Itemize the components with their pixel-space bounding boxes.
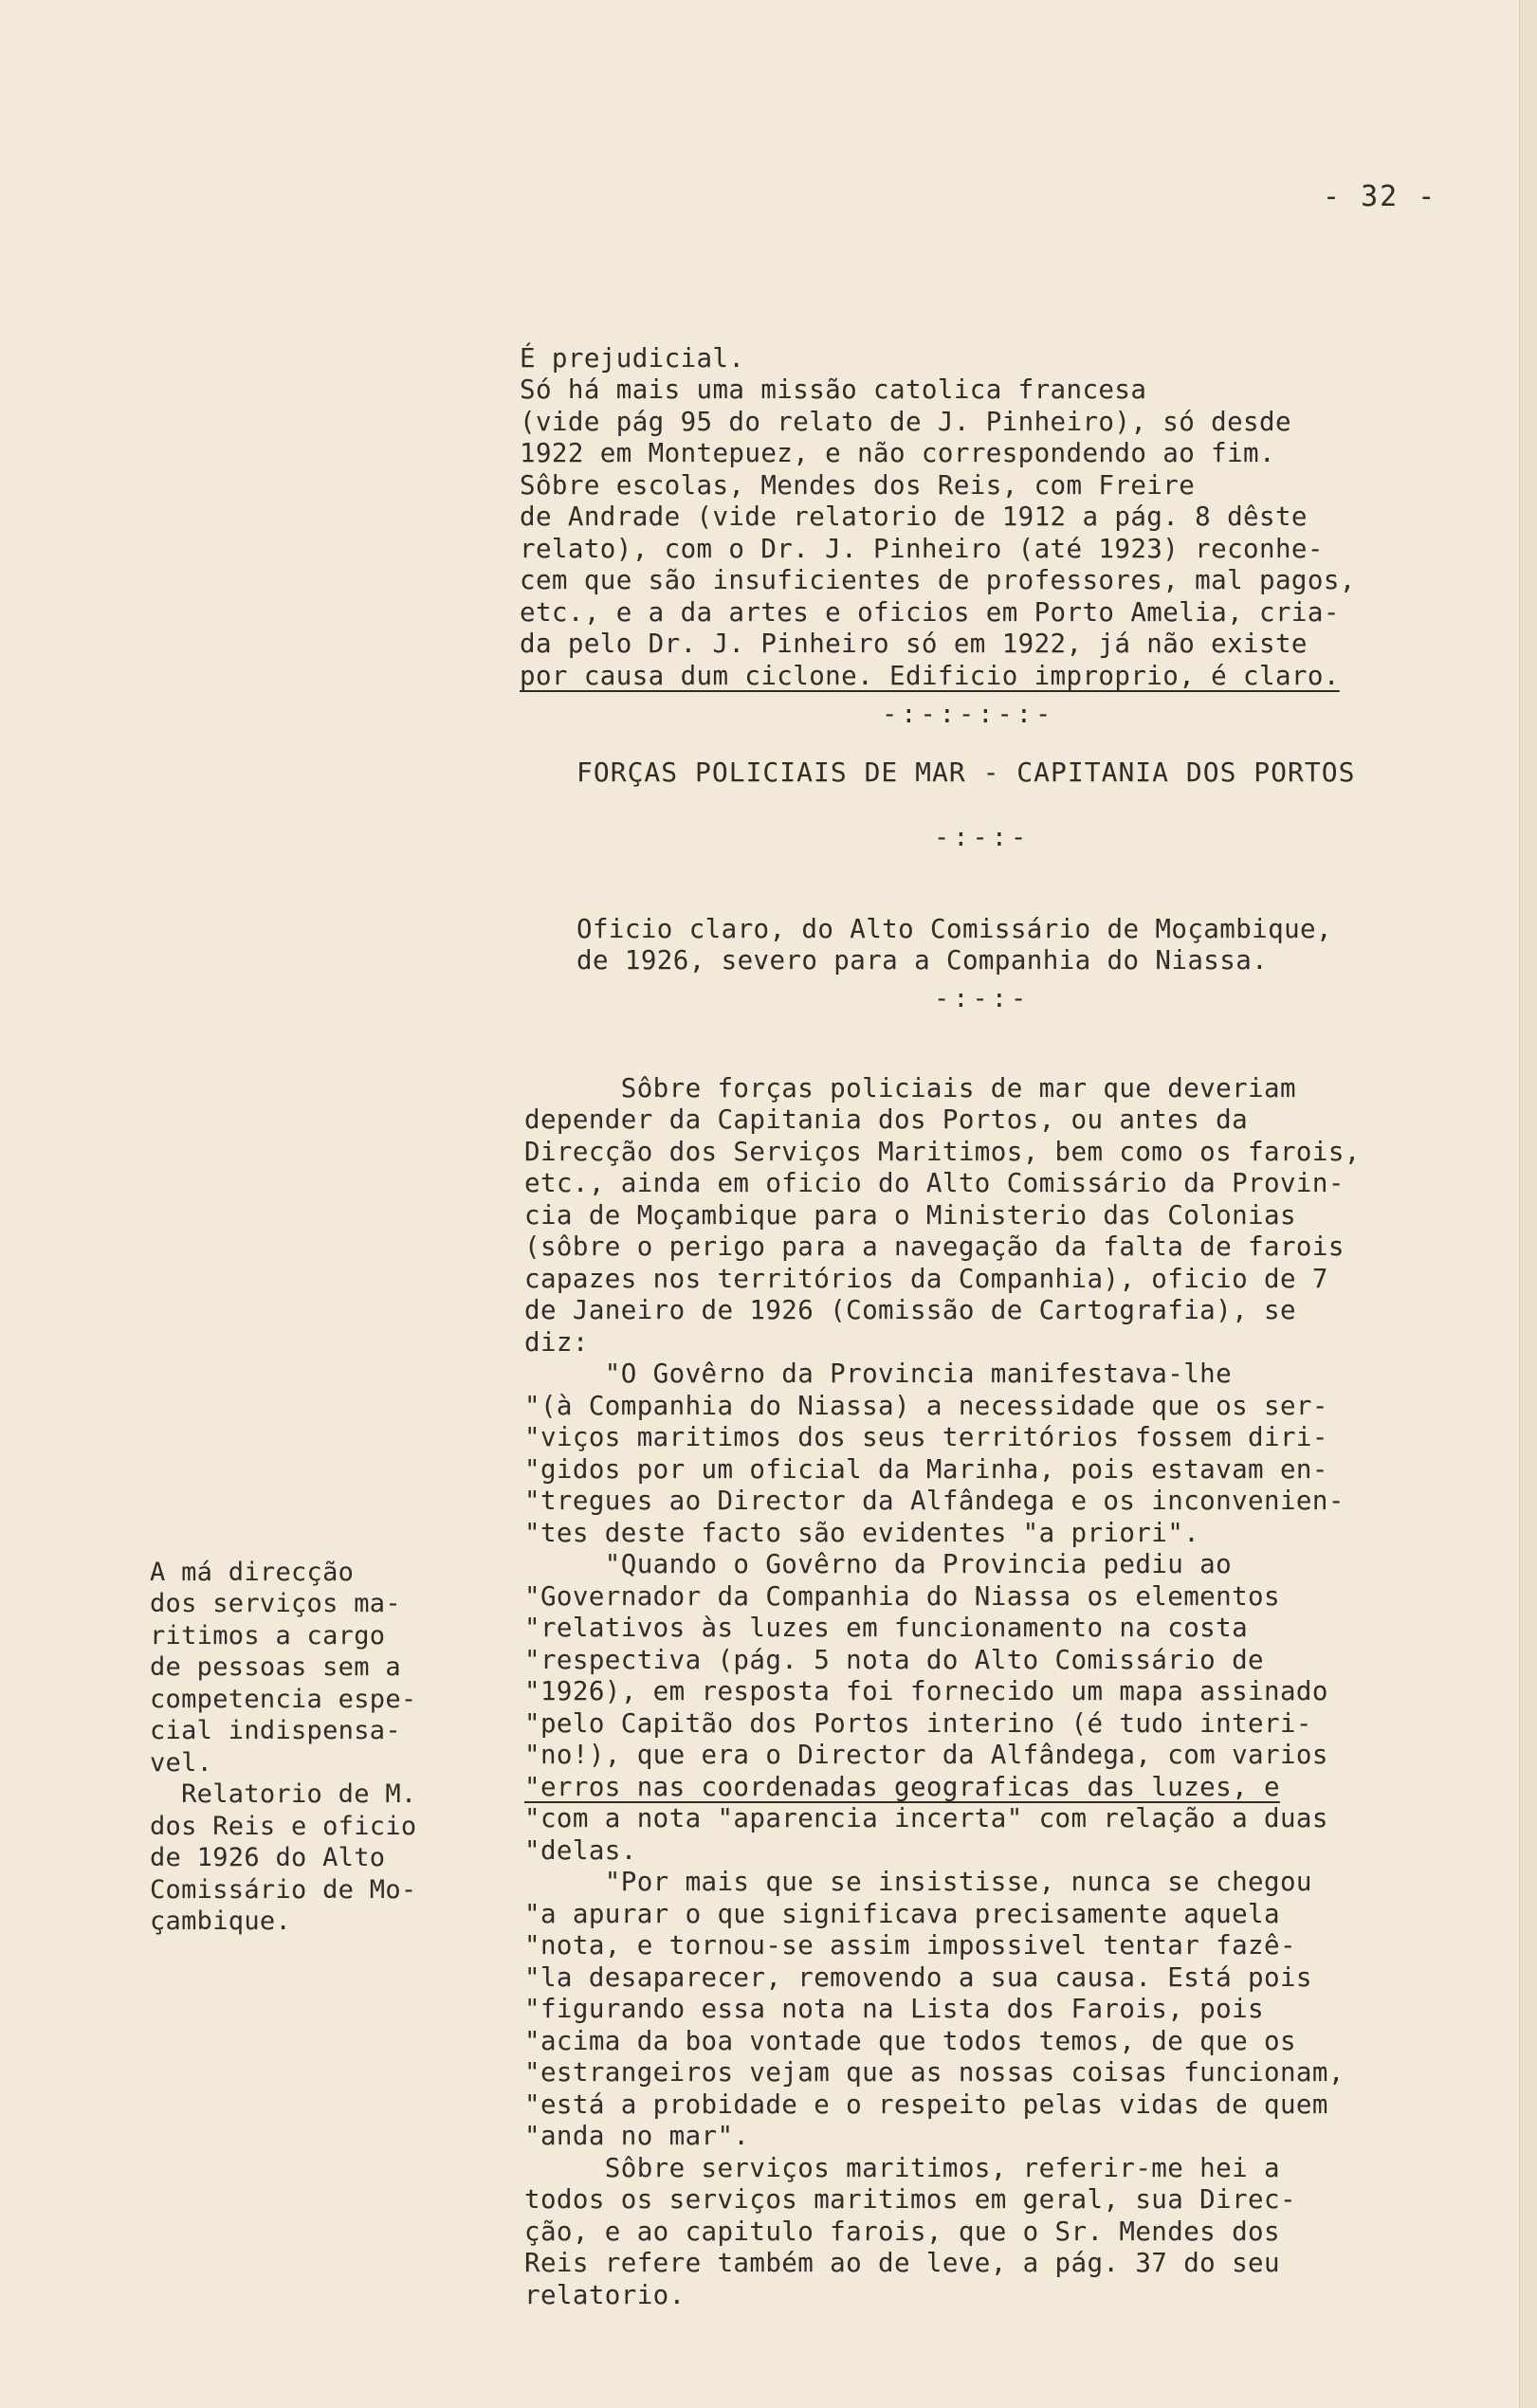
margin-note — [150, 1524, 416, 1969]
text-line: "(à Companhia do Niassa) a necessidade que os ser- — [524, 1390, 1328, 1421]
text-line: "tregues ao Director da Alfândega e os inconvenien- — [524, 1486, 1345, 1516]
text-line: Sôbre escolas, Mendes dos Reis, com Freire — [520, 469, 1196, 501]
text-line: "anda no mar". — [524, 2121, 750, 2151]
text-line: "figurando essa nota na Lista dos Farois, pois — [524, 1994, 1264, 2024]
text-block-forcas-policiais — [524, 1041, 1361, 2344]
text-line-underlined: por causa dum ciclone. Edificio improprio, é claro. — [520, 660, 1340, 691]
text-line: "Governador da Companhia do Niassa os elementos — [524, 1580, 1280, 1612]
text-line: Oficio claro, do Alto Comissário de Moçambique, — [576, 913, 1332, 944]
text-line: "viços maritimos dos seus territórios fossem diri- — [524, 1422, 1328, 1452]
text-line: etc., ainda em oficio do Alto Comissário da Provin- — [524, 1168, 1345, 1198]
text-line: "Quando o Govêrno da Provincia pediu ao — [524, 1549, 1233, 1579]
text-line: "delas. — [524, 1834, 637, 1866]
text-line: Só há mais uma missão catolica francesa — [520, 374, 1147, 405]
text-line: (sôbre o perigo para a navegação da falta de farois — [524, 1231, 1345, 1262]
page-number: - 32 - — [1323, 180, 1437, 213]
margin-line: de pessoas sem a — [150, 1652, 401, 1682]
text-line: "no!), que era o Director da Alfândega, com varios — [524, 1740, 1328, 1770]
margin-line: competencia espe- — [150, 1684, 417, 1714]
text-line: "acima da boa vontade que todos temos, de que os — [524, 2025, 1296, 2056]
margin-line: cial indispensa- — [150, 1716, 401, 1745]
margin-line: vel. — [150, 1747, 213, 1778]
text-line: "tes deste facto são evidentes "a priori". — [524, 1517, 1200, 1548]
text-line: "respectiva (pág. 5 nota do Alto Comissário de — [524, 1644, 1264, 1675]
text-line: de Andrade (vide relatorio de 1912 a pág. 8 dêste — [520, 502, 1308, 532]
text-line: etc., e a da artes e oficios em Porto Amelia, cria- — [520, 596, 1340, 628]
text-line: Sôbre serviços maritimos, referir-me hei a — [524, 2152, 1280, 2183]
margin-line: Comissário de Mo- — [150, 1874, 417, 1905]
section-separator: -:-:- — [934, 823, 1031, 852]
text-line: É prejudicial. — [520, 342, 745, 374]
text-line-underlined: "erros nas coordenadas geograficas das luzes, e — [524, 1771, 1280, 1802]
text-line: 1922 em Montepuez, e não correspondendo ao fim. — [520, 438, 1275, 468]
text-line: de Janeiro de 1926 (Comissão de Cartografia), se — [524, 1295, 1296, 1325]
text-line: diz: — [524, 1326, 589, 1358]
text-line: capazes nos territórios da Companhia), oficio de 7 — [524, 1263, 1328, 1294]
section-separator: -:-:-:-:- — [882, 700, 1055, 729]
margin-line: de 1926 do Alto — [150, 1843, 386, 1872]
text-line: cia de Moçambique para o Ministerio das Colonias — [524, 1199, 1296, 1231]
text-line: "la desaparecer, removendo a sua causa. Está pois — [524, 1961, 1312, 1993]
margin-line: çambique. — [150, 1906, 291, 1936]
text-line: relatorio. — [524, 2279, 686, 2310]
text-line: "nota, e tornou-se assim impossivel tentar fazê- — [524, 1930, 1296, 1961]
text-line: (vide pág 95 do relato de J. Pinheiro), só desde — [520, 406, 1291, 437]
text-line: "relativos às luzes em funcionamento na costa — [524, 1613, 1249, 1643]
text-line: "Por mais que se insistisse, nunca se chegou — [524, 1867, 1312, 1897]
text-line: ção, e ao capitulo farois, que o Sr. Mendes dos — [524, 2216, 1280, 2247]
text-line: Reis refere também ao de leve, a pág. 37 do seu — [524, 2248, 1280, 2278]
margin-line: ritimos a cargo — [150, 1620, 386, 1651]
margin-line: dos Reis e oficio — [150, 1811, 417, 1841]
section-separator: -:-:- — [934, 984, 1031, 1013]
text-line: cem que são insuficientes de professores, mal pagos, — [520, 565, 1356, 595]
text-line: "a apurar o que significava precisamente aquela — [524, 1898, 1280, 1929]
margin-line: dos serviços ma- — [150, 1589, 401, 1618]
section-heading: FORÇAS POLICIAIS DE MAR - CAPITANIA DOS PORTOS — [576, 757, 1356, 788]
text-line: Direcção dos Serviços Maritimos, bem como os farois, — [524, 1136, 1361, 1167]
text-line: depender da Capitania dos Portos, ou antes da — [524, 1104, 1249, 1135]
margin-line: Relatorio de M. — [150, 1779, 417, 1809]
text-line: "está a probidade e o respeito pelas vidas de quem — [524, 2089, 1328, 2120]
text-line: Sôbre forças policiais de mar que deveriam — [524, 1072, 1296, 1104]
text-line: da pelo Dr. J. Pinheiro só em 1922, já não existe — [520, 629, 1308, 659]
text-line: relato), com o Dr. J. Pinheiro (até 1923) reconhe- — [520, 533, 1324, 564]
text-line: de 1926, severo para a Companhia do Niassa. — [576, 945, 1269, 976]
text-line: "pelo Capitão dos Portos interino (é tudo interi- — [524, 1707, 1312, 1739]
text-line: "com a nota "aparencia incerta" com relação a duas — [524, 1803, 1328, 1833]
text-block-escolas — [520, 311, 1356, 724]
text-line: "1926), em resposta foi fornecido um mapa assinado — [524, 1676, 1328, 1706]
page-edge — [1519, 0, 1537, 2408]
text-line: "gidos por um oficial da Marinha, pois estavam en- — [524, 1453, 1328, 1485]
margin-line: A má direcção — [150, 1557, 355, 1587]
text-line: "estrangeiros vejam que as nossas coisas funcionam, — [524, 2057, 1345, 2088]
text-line: todos os serviços maritimos em geral, sua Direc- — [524, 2184, 1296, 2215]
text-line: "O Govêrno da Provincia manifestava-lhe — [524, 1359, 1233, 1389]
